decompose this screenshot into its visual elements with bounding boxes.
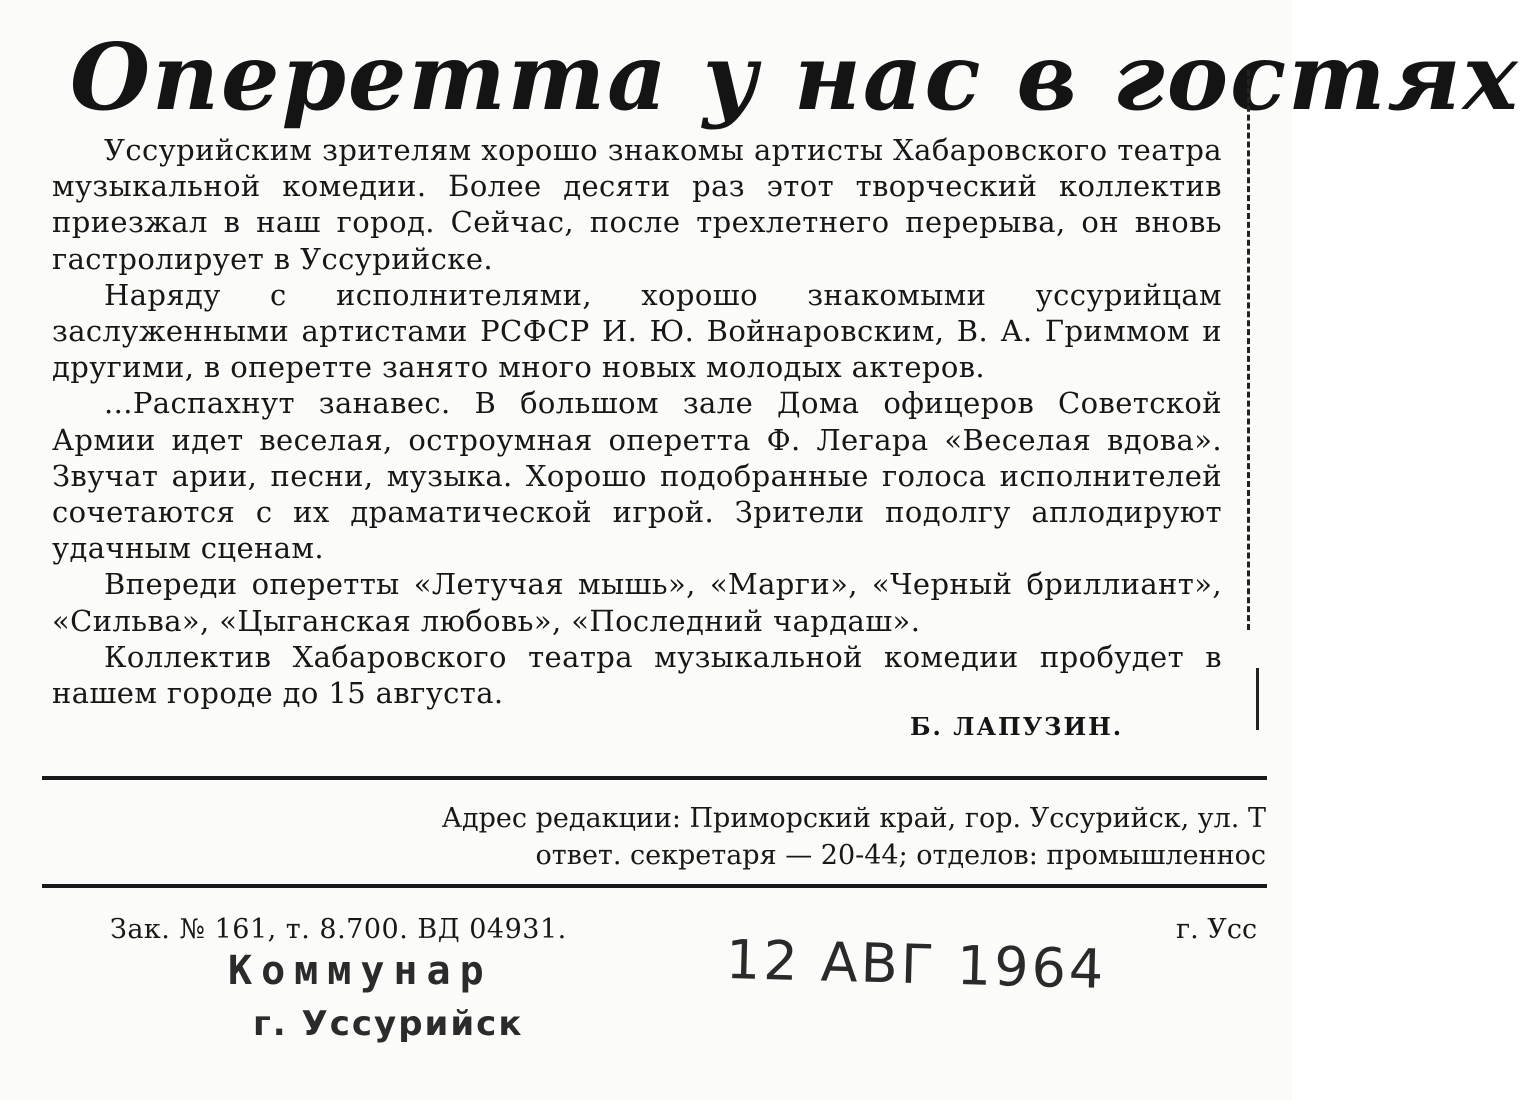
cut-line-lower — [1256, 668, 1259, 730]
print-order-info: Зак. № 161, т. 8.700. ВД 04931. — [110, 914, 567, 945]
article-body — [52, 132, 1222, 711]
article-paragraph: ...Распахнут занавес. В большом зале Дома офицеров Советской Армии идет веселая, остроумная оперетта Ф. Легара «Веселая вдова». Звучат арии, песни, музыка. Хорошо подобранные голоса исполнителей сочетаются с их драматической игрой. Зрители подолгу аплодируют удачным сценам. — [52, 386, 1222, 566]
article-paragraph: Наряду с исполнителями, хорошо знакомыми уссурийцам заслуженными артистами РСФСР И. Ю. Войнаровским, В. А. Гриммом и другими, в оперетте занято много новых молодых актеров. — [52, 277, 1222, 385]
cut-line — [1247, 70, 1250, 630]
article-paragraph: Впереди оперетты «Летучая мышь», «Марги», «Черный бриллиант», «Сильва», «Цыганская любовь», «Последний чардаш». — [52, 567, 1222, 638]
stamp-newspaper-name: Коммунар — [228, 948, 493, 994]
divider-rule — [42, 776, 1267, 780]
divider-rule — [42, 884, 1267, 888]
article-paragraph: Коллектив Хабаровского театра музыкальной комедии пробудет в нашем городе до 15 августа. — [52, 639, 1222, 711]
article-headline: Оперетта у нас в гостях — [70, 23, 1520, 131]
editorial-address — [266, 800, 1266, 880]
article-author: Б. ЛАПУЗИН. — [910, 712, 1124, 741]
stamp-city: г. Уссурийск — [253, 1004, 524, 1044]
address-line: Адрес редакции: Приморский край, гор. Уссурийск, ул. Т — [441, 803, 1266, 834]
address-line: ответ. секретаря — 20-44; отделов: промышленнос — [535, 840, 1266, 871]
article-paragraph: Уссурийским зрителям хорошо знакомы артисты Хабаровского театра музыкальной комедии. Более десяти раз этот творческий коллектив приезжал в наш город. Сейчас, после трехлетнего перерыва, он вновь гастролирует в Уссурийске. — [52, 133, 1222, 276]
stamp-date: 12 АВГ 1964 — [725, 928, 1108, 1001]
print-city: г. Усс — [1176, 914, 1258, 945]
